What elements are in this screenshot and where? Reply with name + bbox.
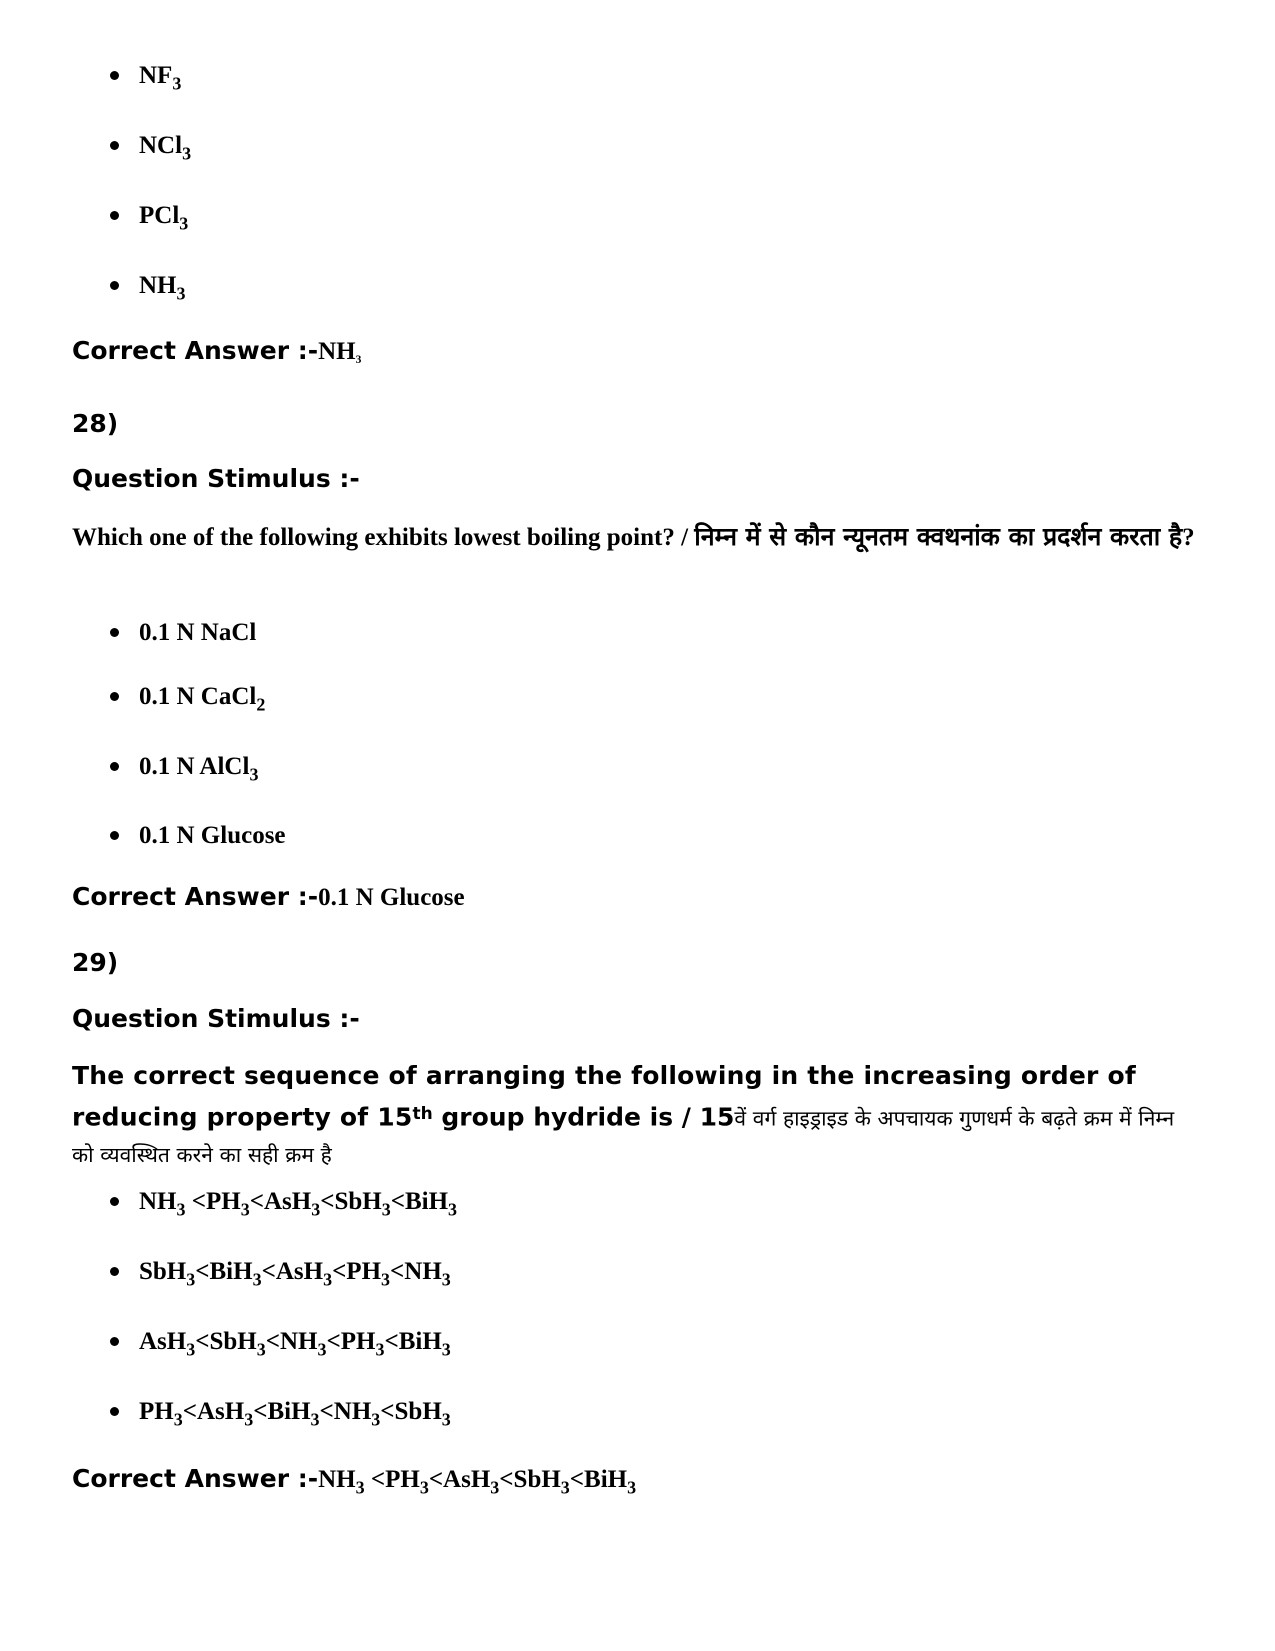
- bullet-icon: [110, 762, 119, 771]
- formula-part: <AsH: [249, 1188, 312, 1215]
- formula-subscript: 3: [311, 1199, 321, 1220]
- formula-subscript: 3: [323, 1269, 333, 1290]
- formula-part: <PH: [364, 1466, 420, 1493]
- q29-correct-answer: Correct Answer $:-NH_3 <PH_3<AsH_3<SbH_3<BiH_3$: [72, 1464, 637, 1498]
- formula-subscript: 3: [176, 1199, 186, 1220]
- bullet-icon: [110, 1267, 119, 1276]
- formula-subscript: 3: [244, 1409, 254, 1430]
- q27-option-1: $NF_3$: [110, 62, 181, 90]
- bullet-icon: [110, 692, 119, 701]
- formula-subscript: 3: [441, 1269, 451, 1290]
- formula-part: <PH: [185, 1188, 241, 1215]
- q29-option-4: [110, 1398, 451, 1430]
- formula-part: <AsH: [428, 1466, 491, 1493]
- formula-part: AsH: [139, 1328, 187, 1355]
- q27-correct-answer: Correct Answer $:-NH_3$: [72, 336, 362, 367]
- bullet-icon: [110, 831, 119, 840]
- formula-subscript: 3: [310, 1409, 320, 1430]
- formula-part: <PH: [332, 1258, 382, 1285]
- formula-part: <BiH: [384, 1328, 442, 1355]
- q28-option-2: 0.1 N CaCl$_2$: [110, 683, 265, 711]
- bullet-icon: [110, 211, 119, 220]
- formula-subscript: 3: [375, 1339, 385, 1360]
- q27-option-2: NCl$_3$: [110, 132, 191, 160]
- formula-subscript: 3: [441, 1409, 451, 1430]
- formula-subscript: 3: [240, 1199, 250, 1220]
- formula-subscript: 3: [419, 1477, 429, 1498]
- formula-part: <PH: [326, 1328, 376, 1355]
- formula-part: <SbH: [380, 1398, 442, 1425]
- formula-subscript: 3: [186, 1339, 196, 1360]
- formula-subscript: 3: [371, 1409, 381, 1430]
- q27-option-4: $NH_3$: [110, 272, 186, 300]
- bullet-icon: [110, 628, 119, 637]
- formula-subscript: 3: [627, 1477, 637, 1498]
- formula-subscript: 3: [381, 1269, 391, 1290]
- bullet-icon: [110, 1197, 119, 1206]
- formula-part: PH: [139, 1398, 174, 1425]
- q29-option-1: [110, 1188, 458, 1220]
- formula-part: SbH: [139, 1258, 187, 1285]
- formula-part: <NH: [319, 1398, 372, 1425]
- formula-part: <BiH: [569, 1466, 628, 1493]
- bullet-icon: [110, 281, 119, 290]
- formula-part: <BiH: [195, 1258, 253, 1285]
- formula-part: <BiH: [390, 1188, 449, 1215]
- formula-subscript: 3: [560, 1477, 570, 1498]
- formula-subscript: 3: [317, 1339, 327, 1360]
- bullet-icon: [110, 1407, 119, 1416]
- formula-part: <NH: [265, 1328, 318, 1355]
- formula-part: NH: [139, 1188, 177, 1215]
- formula-subscript: 3: [381, 1199, 391, 1220]
- bullet-icon: [110, 1337, 119, 1346]
- formula-subscript: 3: [252, 1269, 262, 1290]
- formula-subscript: 3: [490, 1477, 500, 1498]
- q27-option-3: PCl$_3$: [110, 202, 188, 230]
- q28-option-4: 0.1 N Glucose: [110, 822, 286, 850]
- formula-subscript: 3: [441, 1339, 451, 1360]
- q29-stimulus-label: Question Stimulus :-: [72, 1004, 360, 1033]
- q28-option-3: 0.1 N AlCl$_3$: [110, 753, 258, 781]
- formula-part: <NH: [390, 1258, 442, 1285]
- q29-question-text: The correct sequence of arranging the following in the increasing order of reducing property of 15th group hydride is / 15वें वर्ग हाइड्राइड के अपचायक गुणधर्म के बढ़ते क्रम में निम्न को व्यवस्थित करने का सही क्रम है: [72, 1061, 1175, 1168]
- formula-subscript: 3: [256, 1339, 266, 1360]
- bullet-icon: [110, 141, 119, 150]
- q28-number: 28): [72, 409, 119, 438]
- formula-subscript: 3: [448, 1199, 458, 1220]
- formula-part: <BiH: [253, 1398, 311, 1425]
- formula-part: <SbH: [195, 1328, 257, 1355]
- formula-part: <AsH: [261, 1258, 324, 1285]
- q29-number: 29): [72, 948, 119, 977]
- formula-part: <SbH: [320, 1188, 382, 1215]
- q29-option-2: [110, 1258, 451, 1290]
- q28-stimulus-label: Question Stimulus :-: [72, 464, 360, 493]
- q28-option-1: 0.1 N NaCl: [110, 619, 256, 647]
- formula-part: <AsH: [182, 1398, 245, 1425]
- formula-part: NH: [318, 1466, 356, 1493]
- formula-subscript: 3: [355, 1477, 365, 1498]
- formula-subscript: 3: [186, 1269, 196, 1290]
- formula-subscript: 3: [173, 1409, 183, 1430]
- formula-part: <SbH: [499, 1466, 561, 1493]
- bullet-icon: [110, 71, 119, 80]
- q28-question-text: Which one of the following exhibits lowest boiling point? / निम्न में से कौन न्यूनतम क्वथनांक का प्रदर्शन करता है?: [72, 522, 1195, 551]
- q29-option-3: [110, 1328, 451, 1360]
- q28-correct-answer: Correct Answer :-0.1 N Glucose: [72, 882, 465, 911]
